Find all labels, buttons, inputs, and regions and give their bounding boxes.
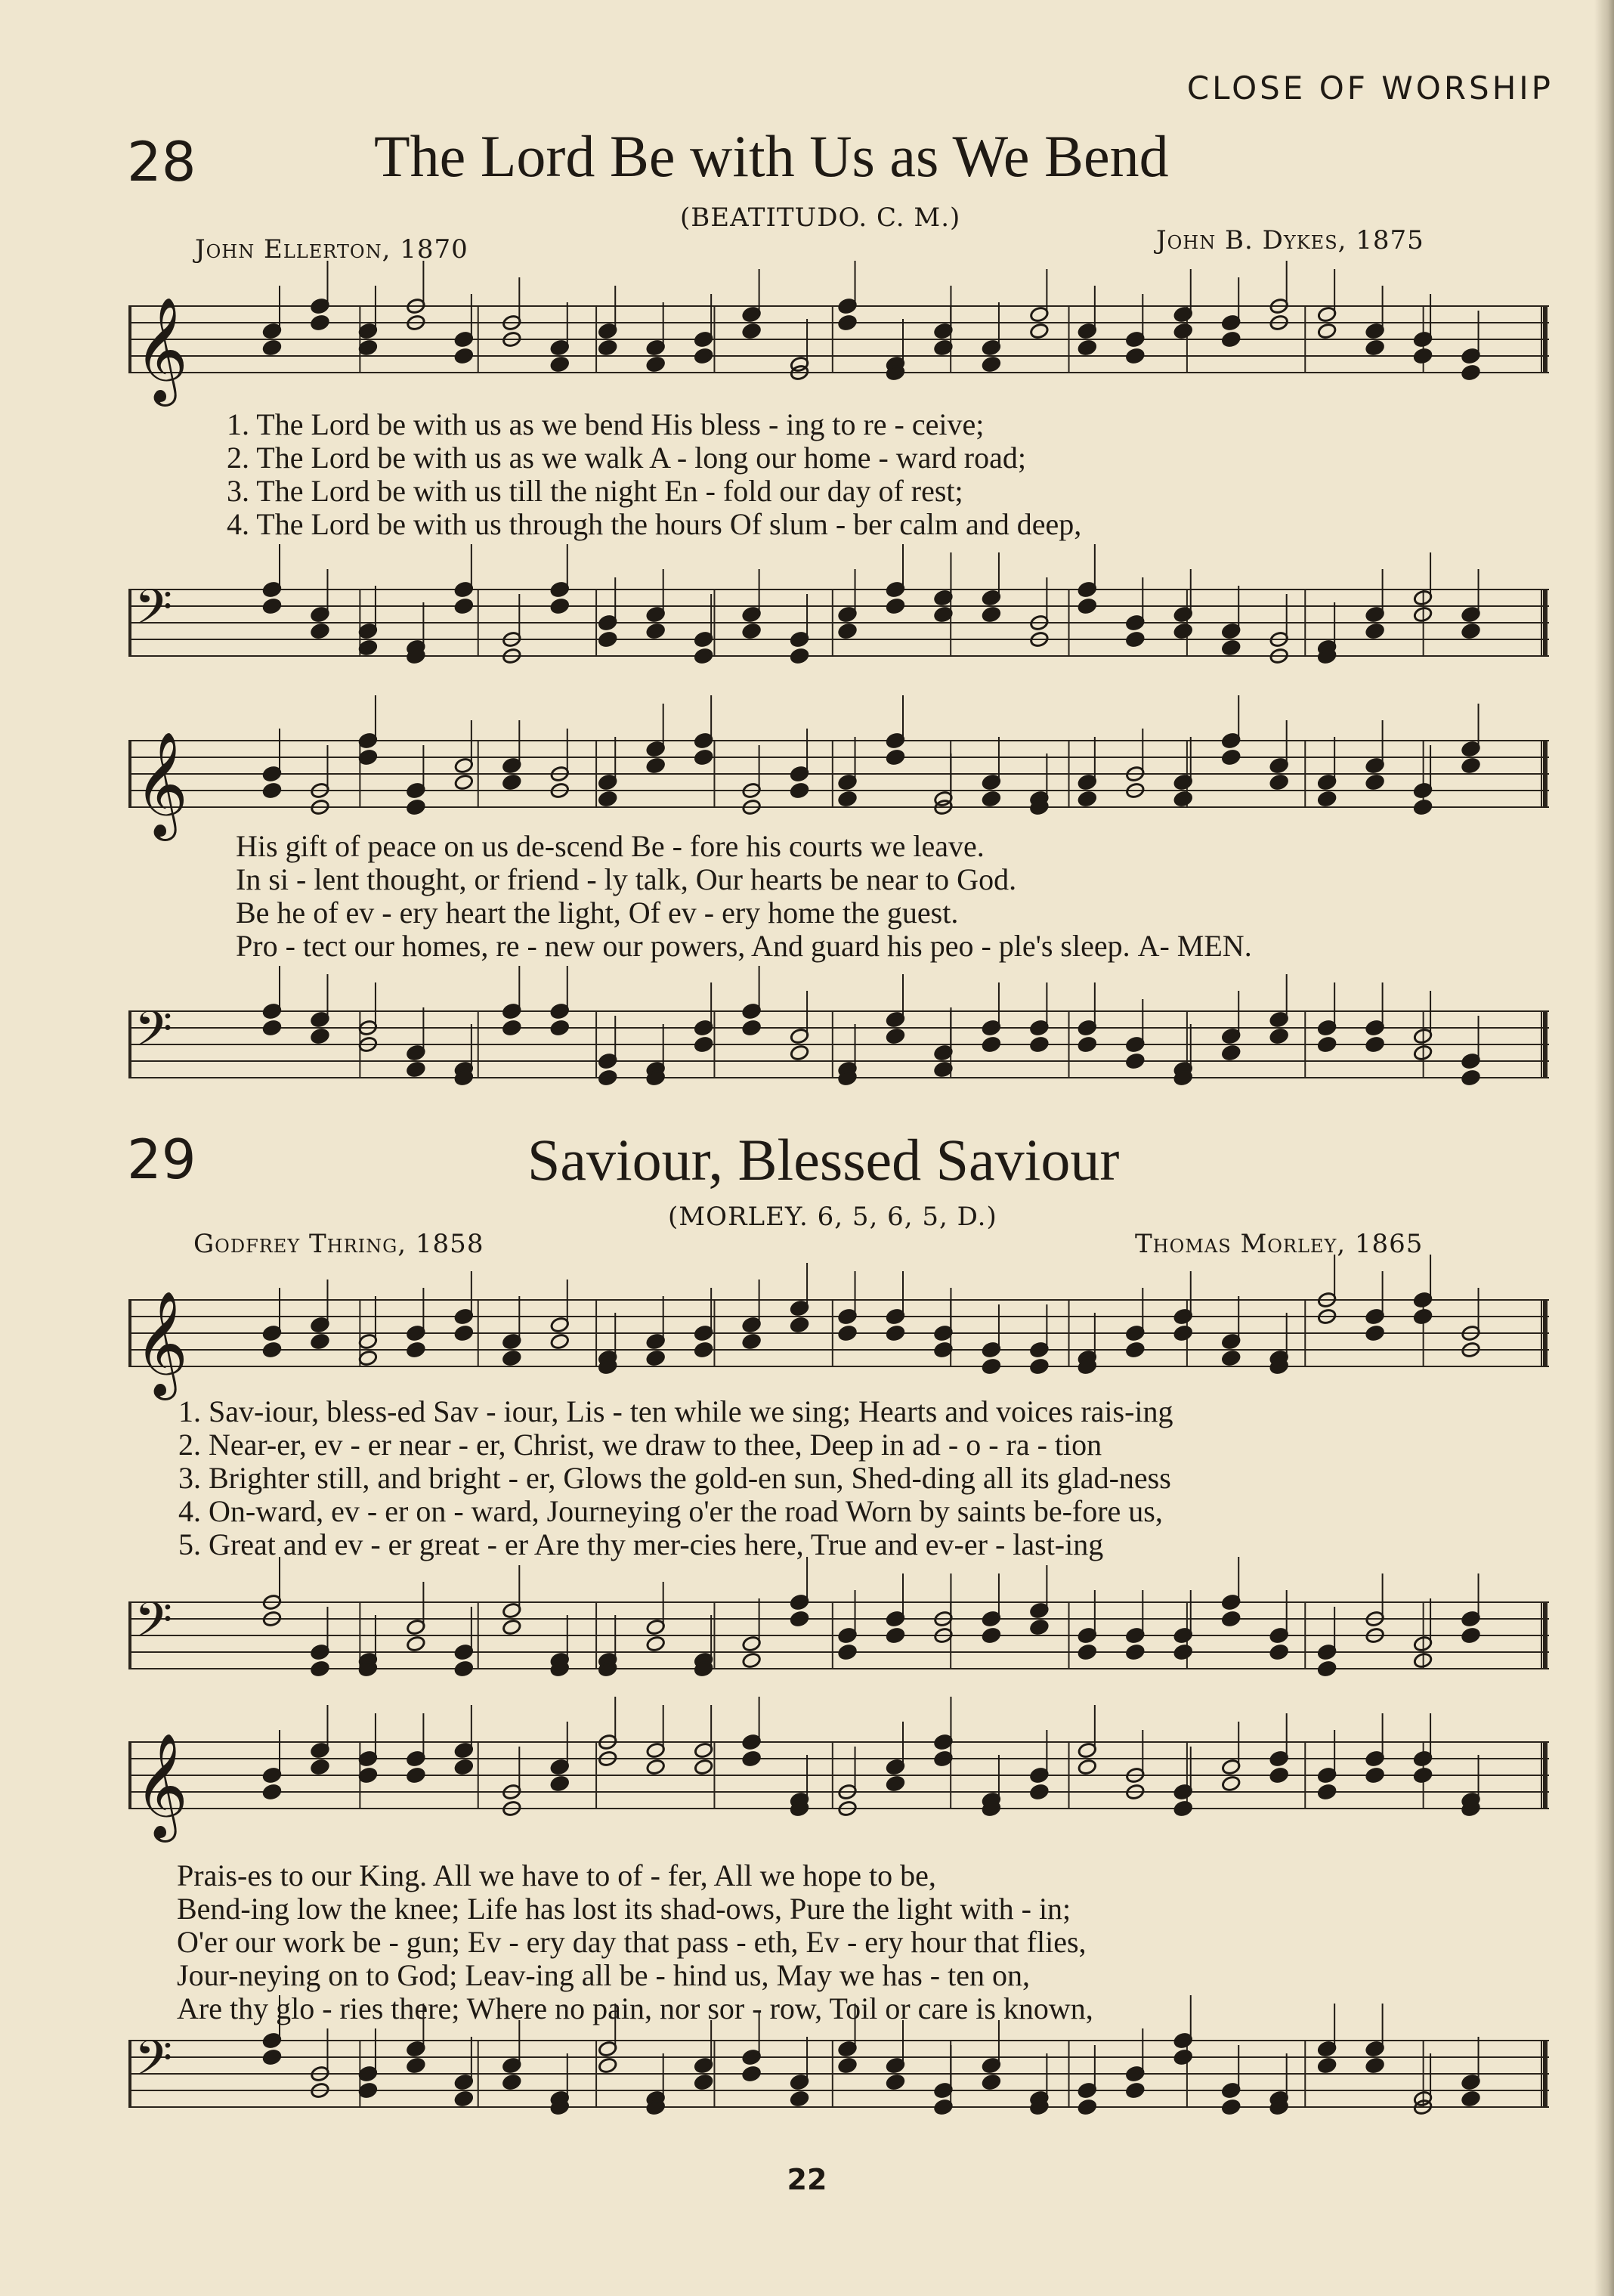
note-head — [646, 623, 666, 640]
lyric-text: Great and ev - er great - er Are thy mer-cies here, True and ev-er - last-ing — [209, 1527, 1104, 1561]
music-staff-bass — [128, 1587, 1557, 1693]
note-head — [454, 348, 474, 365]
verse-number: 5. — [178, 1527, 201, 1561]
note-head — [837, 1325, 857, 1342]
note-head — [694, 1036, 713, 1054]
note-head — [262, 1784, 282, 1801]
treble-clef-icon: 𝄞 — [134, 1733, 188, 1838]
tune-name: (MORLEY. 6, 5, 6, 5, D.) — [668, 1202, 997, 1232]
lyric-line — [227, 508, 1081, 541]
note-head — [742, 1020, 762, 1037]
lyric-line: Jour-neying on to God; Leav-ing all be - hind us, May we has - ten on, — [177, 1958, 1030, 1992]
note-head — [1125, 1341, 1145, 1359]
note-head — [1078, 1759, 1097, 1776]
note-head — [1317, 323, 1337, 340]
note-head — [1078, 598, 1097, 615]
note-head — [886, 1028, 905, 1045]
music-credit: John B. Dykes, 1875 — [1156, 225, 1424, 255]
words-credit: Godfrey Thring, 1858 — [193, 1229, 484, 1259]
note-head — [1413, 1308, 1433, 1326]
note-head — [310, 314, 329, 332]
note-head — [406, 2057, 425, 2075]
lyric-line: Be he of ev - ery heart the light, Of ev - ery home the guest. — [236, 896, 959, 930]
note-head — [694, 648, 713, 665]
note-head — [1221, 1350, 1241, 1367]
note-head — [790, 1611, 809, 1628]
verse-number: 4. — [178, 1494, 201, 1528]
final-barline — [1543, 1602, 1548, 1669]
note-head — [1317, 2057, 1337, 2075]
note-head — [837, 1644, 857, 1661]
note-head — [598, 2057, 617, 2075]
note-head — [454, 1325, 474, 1342]
note-head — [454, 1660, 474, 1678]
note-head — [982, 1358, 1001, 1375]
verse-number: 2. — [227, 441, 249, 475]
verse-number: 4. — [227, 507, 249, 541]
note-head — [406, 1635, 425, 1653]
note-head — [502, 2074, 521, 2091]
note-head — [742, 1652, 762, 1669]
note-head — [550, 1775, 570, 1793]
lyric-text: Near-er, ev - er near - er, Christ, we draw to thee, Deep in ad - o - ra - tion — [209, 1428, 1102, 1462]
note-head — [1269, 1644, 1289, 1661]
final-barline — [1543, 1742, 1548, 1809]
lyric-line — [178, 1428, 1173, 1462]
note-head — [982, 356, 1001, 373]
note-head — [1365, 623, 1385, 640]
note-head — [454, 774, 474, 791]
note-head — [837, 2057, 857, 2075]
verse-number: 1. — [178, 1394, 201, 1428]
note-head — [406, 1341, 425, 1359]
page-number: 22 — [787, 2163, 827, 2196]
note-head — [982, 1036, 1001, 1054]
final-barline — [1543, 306, 1548, 373]
note-head — [598, 631, 617, 648]
music-staff-bass — [128, 996, 1557, 1102]
note-head — [550, 356, 570, 373]
note-head — [1461, 2090, 1480, 2108]
note-head — [262, 2049, 282, 2066]
note-head — [790, 782, 809, 800]
note-head — [1029, 1036, 1049, 1054]
note-head — [694, 348, 713, 365]
note-head — [1365, 774, 1385, 791]
note-head — [1317, 1784, 1337, 1801]
music-staff-treble — [128, 726, 1557, 837]
lyric-line: O'er our work be - gun; Ev - ery day that pass - eth, Ev - ery hour that flies, — [177, 1925, 1087, 1959]
note-head — [358, 1350, 378, 1367]
note-head — [694, 1341, 713, 1359]
note-head — [1365, 1767, 1385, 1784]
lyric-line: In si - lent thought, or friend - ly talk, Our hearts be near to God. — [236, 862, 1017, 896]
note-head — [310, 623, 329, 640]
verse-lyrics — [177, 1859, 1093, 2025]
note-head — [886, 749, 905, 766]
note-head — [1078, 339, 1097, 357]
note-head — [358, 339, 378, 357]
note-head — [1029, 1619, 1049, 1636]
note-head — [598, 791, 617, 808]
note-head — [358, 2082, 378, 2100]
note-head — [837, 314, 857, 332]
note-head — [550, 1333, 570, 1351]
note-head — [790, 1317, 809, 1334]
note-head — [790, 2090, 809, 2108]
note-head — [886, 598, 905, 615]
note-head — [1078, 2099, 1097, 2116]
note-head — [646, 1635, 666, 1653]
note-head — [1461, 364, 1480, 382]
note-head — [982, 791, 1001, 808]
note-head — [886, 1775, 905, 1793]
note-head — [1221, 331, 1241, 348]
note-head — [310, 1333, 329, 1351]
note-head — [886, 1627, 905, 1645]
note-head — [742, 1750, 762, 1768]
note-head — [1413, 348, 1433, 365]
verse-lyrics — [178, 1395, 1173, 1561]
note-head — [1269, 774, 1289, 791]
verse-number: 1. — [227, 407, 249, 441]
note-head — [1317, 791, 1337, 808]
music-staff-treble — [128, 1727, 1557, 1838]
note-head — [454, 2090, 474, 2108]
note-head — [742, 323, 762, 340]
note-head — [646, 1350, 666, 1367]
note-head — [1269, 1767, 1289, 1784]
lyric-line: Are thy glo - ries there; Where no pain, nor sor - row, Toil or care is known, — [177, 1991, 1093, 2025]
note-head — [454, 598, 474, 615]
note-head — [1078, 1036, 1097, 1054]
note-head — [1221, 1775, 1241, 1793]
note-head — [262, 1020, 282, 1037]
note-head — [1365, 1325, 1385, 1342]
final-barline — [1543, 589, 1548, 656]
note-head — [742, 623, 762, 640]
note-head — [1221, 1044, 1241, 1062]
note-head — [262, 1341, 282, 1359]
note-head — [886, 2074, 905, 2091]
note-head — [598, 1069, 617, 1087]
treble-clef-icon: 𝄞 — [134, 732, 188, 837]
hymn-title: Saviour, Blessed Saviour — [527, 1127, 1120, 1193]
lyric-text: The Lord be with us till the night En - fold our day of rest; — [256, 474, 963, 508]
music-staff-bass — [128, 2025, 1557, 2131]
words-credit: John Ellerton, 1870 — [195, 234, 468, 265]
lyric-line — [227, 441, 1081, 475]
music-staff-bass — [128, 574, 1557, 680]
note-head — [1221, 639, 1241, 657]
note-head — [1173, 623, 1193, 640]
note-head — [310, 1759, 329, 1776]
bass-clef-icon: 𝄢 — [134, 1001, 173, 1069]
note-head — [1173, 791, 1193, 808]
note-head — [1269, 1028, 1289, 1045]
note-head — [694, 2074, 713, 2091]
note-head — [1029, 1784, 1049, 1801]
note-head — [1125, 1053, 1145, 1070]
note-head — [550, 1020, 570, 1037]
note-head — [358, 639, 378, 657]
verse-number: 3. — [178, 1461, 201, 1495]
note-head — [790, 1044, 809, 1062]
lyric-text: The Lord be with us as we walk A - long our home - ward road; — [256, 441, 1026, 475]
note-head — [1461, 1627, 1480, 1645]
lyric-line — [227, 475, 1081, 508]
note-head — [1173, 323, 1193, 340]
lyric-line — [178, 1495, 1173, 1528]
page-edge — [1594, 0, 1614, 2296]
note-head — [1173, 2049, 1193, 2066]
note-head — [1125, 348, 1145, 365]
note-head — [1221, 2099, 1241, 2116]
note-head — [1078, 791, 1097, 808]
note-head — [1413, 799, 1433, 816]
note-head — [1125, 1644, 1145, 1661]
note-head — [406, 1061, 425, 1078]
lyric-text: The Lord be with us through the hours Of slum - ber calm and deep, — [256, 507, 1082, 541]
note-head — [502, 774, 521, 791]
note-head — [1029, 1358, 1049, 1375]
music-staff-treble — [128, 1285, 1557, 1396]
music-credit: Thomas Morley, 1865 — [1135, 1229, 1424, 1259]
note-head — [310, 1660, 329, 1678]
note-head — [1317, 1660, 1337, 1678]
note-head — [358, 749, 378, 766]
hymn-number: 29 — [127, 1128, 196, 1191]
lyric-line — [178, 1528, 1173, 1561]
note-head — [837, 791, 857, 808]
treble-clef-icon: 𝄞 — [134, 1291, 188, 1396]
note-head — [1173, 1644, 1193, 1661]
note-head — [837, 623, 857, 640]
note-head — [262, 339, 282, 357]
music-staff-treble — [128, 291, 1557, 402]
lyric-text: Sav-iour, bless-ed Sav - iour, Lis - ten while we sing; Hearts and voices rais-ing — [209, 1394, 1173, 1428]
note-head — [454, 1759, 474, 1776]
note-head — [1461, 623, 1480, 640]
note-head — [406, 799, 425, 816]
verse-number: 3. — [227, 474, 249, 508]
note-head — [1173, 1800, 1193, 1818]
bass-clef-icon: 𝄢 — [134, 580, 173, 648]
note-head — [886, 1325, 905, 1342]
note-head — [1221, 749, 1241, 766]
note-head — [262, 598, 282, 615]
note-head — [982, 2074, 1001, 2091]
treble-clef-icon: 𝄞 — [134, 297, 188, 402]
note-head — [1125, 2082, 1145, 2100]
note-head — [694, 749, 713, 766]
final-barline — [1543, 1011, 1548, 1078]
lyric-line: Prais-es to our King. All we have to of - fer, All we hope to be, — [177, 1858, 936, 1892]
note-head — [550, 598, 570, 615]
note-head — [646, 356, 666, 373]
hymn-title: The Lord Be with Us as We Bend — [374, 123, 1169, 189]
verse-number: 2. — [178, 1428, 201, 1462]
note-head — [1365, 339, 1385, 357]
lyric-line — [178, 1395, 1173, 1428]
section-heading: CLOSE OF WORSHIP — [1186, 70, 1554, 107]
lyric-line — [236, 930, 1252, 963]
lyric-line: His gift of peace on us de-scend Be - fore his courts we leave. — [236, 829, 985, 863]
note-head — [1461, 1069, 1480, 1087]
note-head — [982, 606, 1001, 624]
final-barline — [1543, 2041, 1548, 2107]
note-head — [790, 648, 809, 665]
lyric-line — [227, 408, 1081, 441]
amen-text: A- MEN. — [1137, 929, 1252, 963]
verse-lyrics — [236, 830, 1252, 963]
hymn-number: 28 — [127, 130, 196, 193]
final-barline — [1543, 741, 1548, 807]
note-head — [646, 1759, 666, 1776]
note-head — [502, 1020, 521, 1037]
note-head — [502, 1619, 521, 1636]
final-barline — [1543, 1300, 1548, 1366]
note-head — [1221, 1611, 1241, 1628]
note-head — [742, 2065, 762, 2083]
verse-lyrics — [227, 408, 1081, 541]
note-head — [1413, 1767, 1433, 1784]
note-head — [310, 1028, 329, 1045]
note-head — [694, 1759, 713, 1776]
note-head — [262, 782, 282, 800]
tune-name: (BEATITUDO. C. M.) — [680, 203, 961, 233]
bass-clef-icon: 𝄢 — [134, 2031, 173, 2099]
lyric-text: The Lord be with us as we bend His bless - ing to re - ceive; — [256, 407, 985, 441]
note-head — [1078, 1644, 1097, 1661]
note-head — [358, 1767, 378, 1784]
note-head — [646, 757, 666, 775]
lyric-text: Pro - tect our homes, re - new our powers, And guard his peo - ple's sleep. — [236, 929, 1130, 963]
lyric-text: Brighter still, and bright - er, Glows the gold-en sun, Shed-ding all its glad-ness — [209, 1461, 1171, 1495]
note-head — [406, 1767, 425, 1784]
note-head — [1317, 1036, 1337, 1054]
note-head — [1029, 323, 1049, 340]
note-head — [502, 1350, 521, 1367]
note-head — [742, 1333, 762, 1351]
lyric-line: Bend-ing low the knee; Life has lost its shad-ows, Pure the light with - in; — [177, 1892, 1071, 1926]
note-head — [1365, 1036, 1385, 1054]
lyric-line — [178, 1462, 1173, 1495]
note-head — [598, 339, 617, 357]
note-head — [1173, 1325, 1193, 1342]
note-head — [1461, 757, 1480, 775]
note-head — [982, 1627, 1001, 1645]
lyric-text: On-ward, ev - er on - ward, Journeying o'er the road Worn by saints be-fore us, — [209, 1494, 1163, 1528]
note-head — [1125, 631, 1145, 648]
bass-clef-icon: 𝄢 — [134, 1592, 173, 1660]
note-head — [1365, 2057, 1385, 2075]
